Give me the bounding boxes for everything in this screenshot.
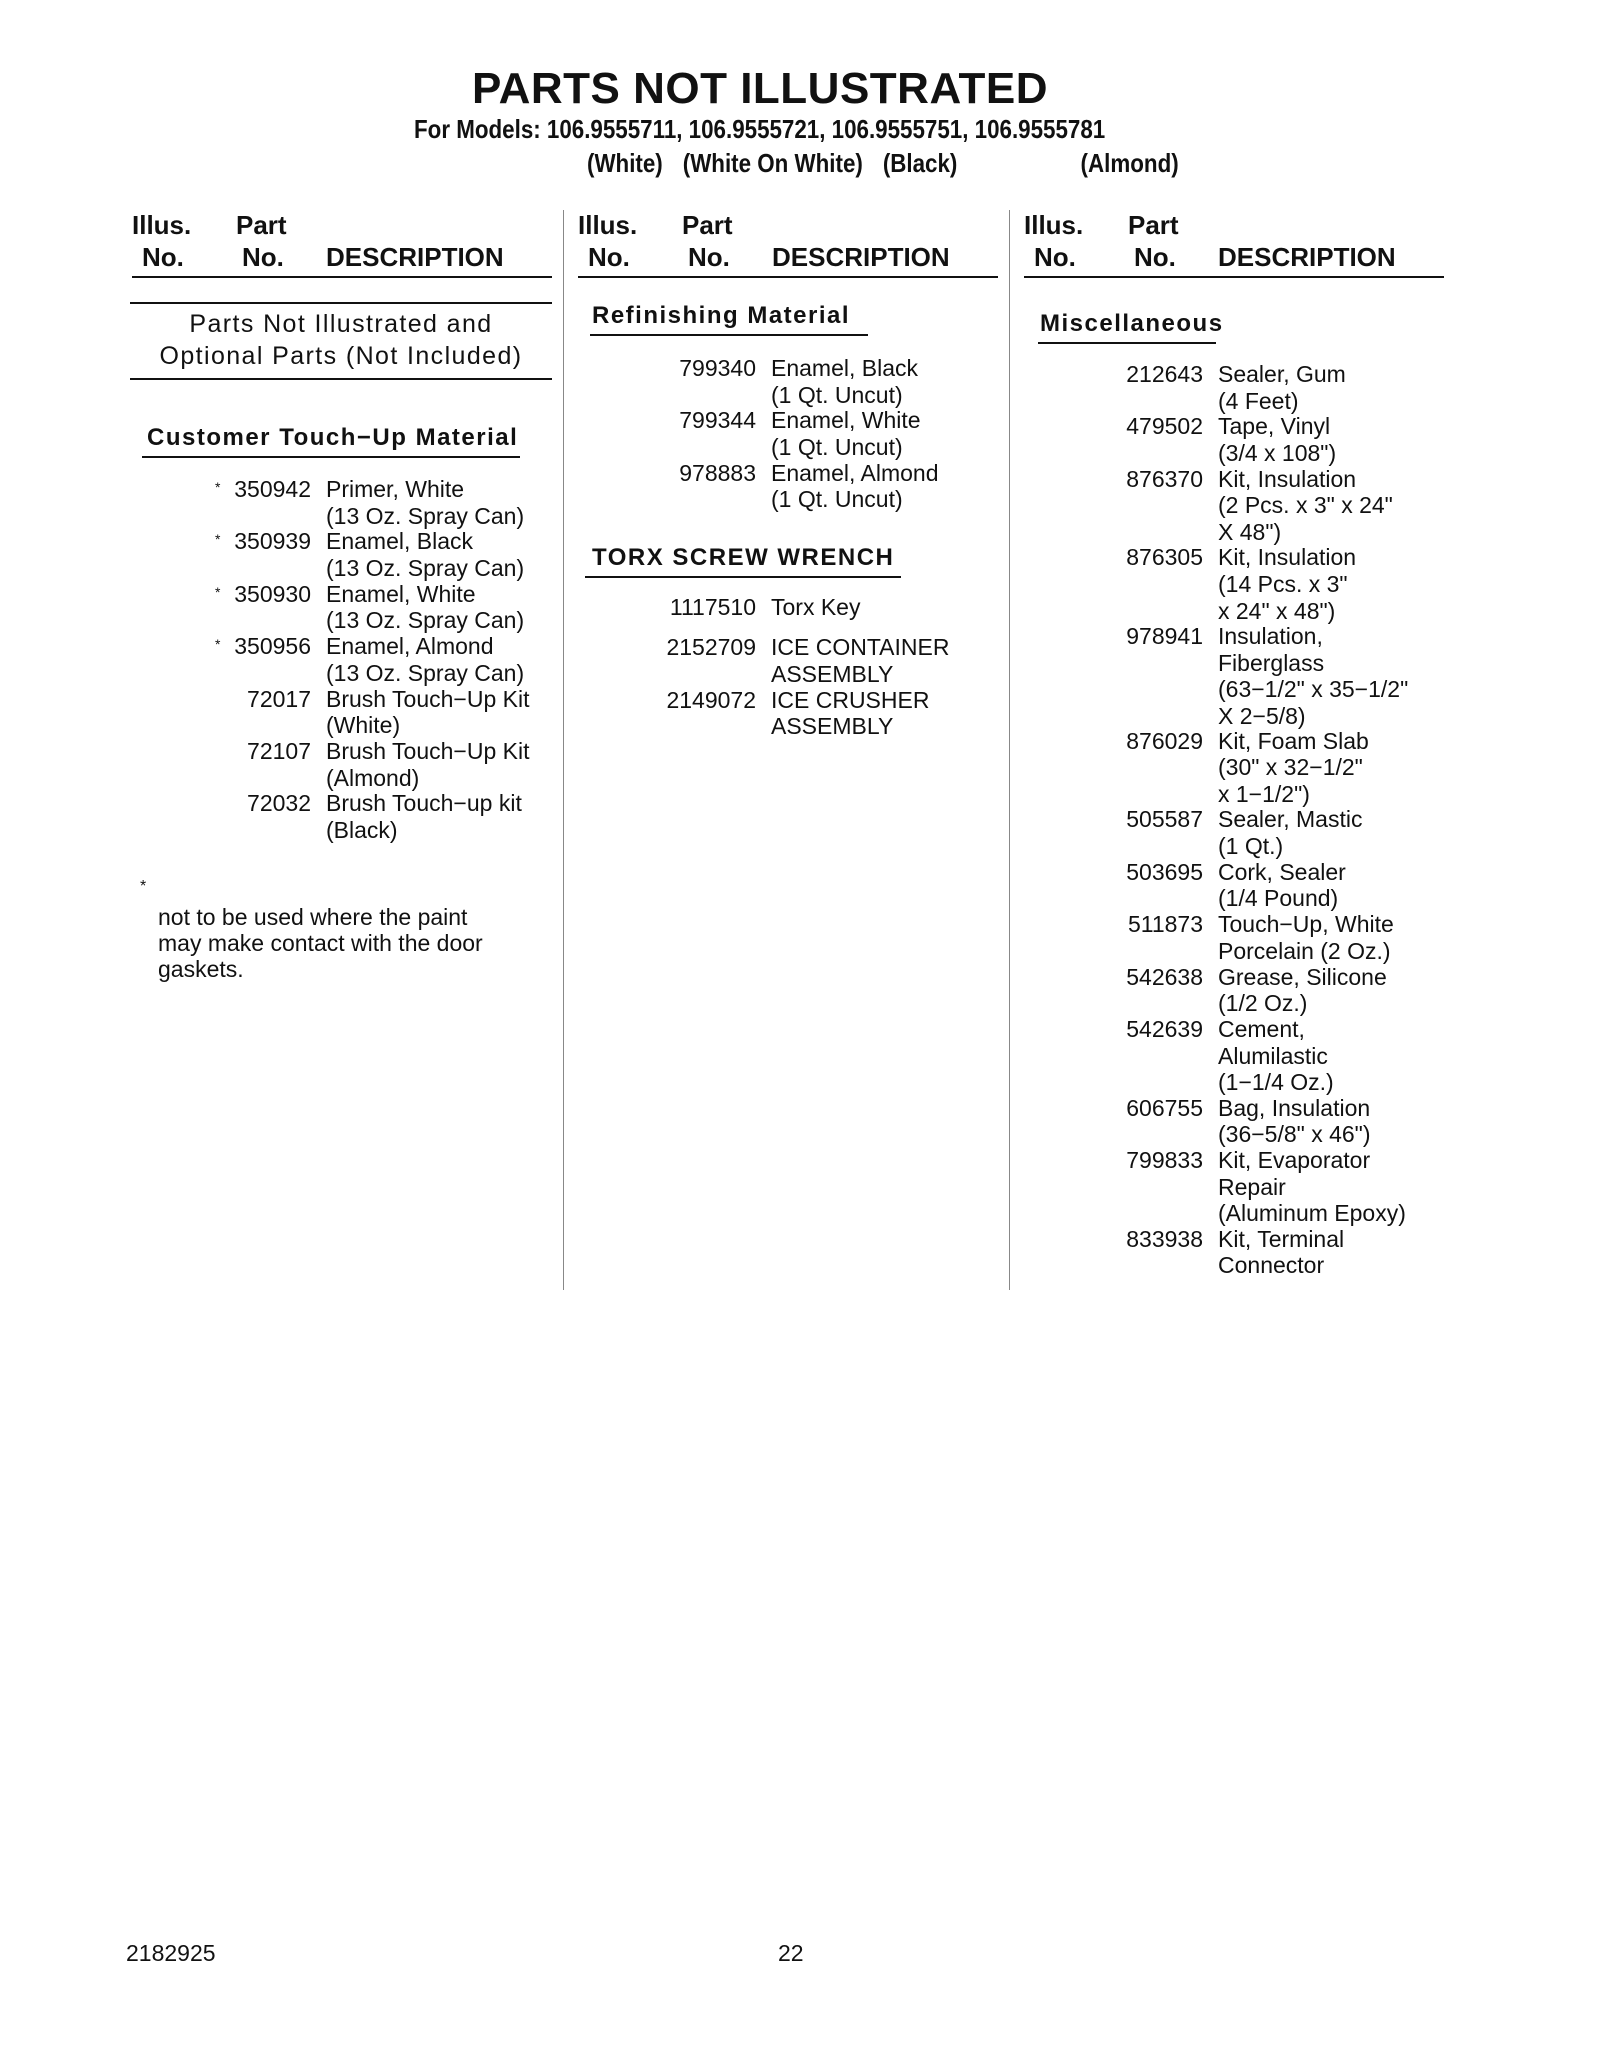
description-line: Enamel, Almond [771,459,939,486]
variant-white: (White) [587,148,663,178]
description-line: Brush Touch−Up Kit [326,685,530,712]
part-no-label: No. [688,242,730,272]
model-variants [587,148,1192,179]
part-description [771,460,938,513]
description-line: Sealer, Mastic [1218,806,1363,833]
footnote-mark: * [140,878,147,895]
description-line: Sealer, Gum [1218,361,1346,387]
description-line: (1 Qt. Uncut) [771,433,903,460]
part-description [771,687,929,740]
description-line: (1/2 Oz.) [1218,990,1308,1017]
part-number: 1117510 [669,594,756,620]
description-line: Cement, [1218,1016,1305,1042]
page-number: 22 [778,1940,804,1966]
description-line: Kit, Evaporator [1218,1147,1371,1173]
description-line: Torx Key [771,594,861,620]
description-line: Repair [1218,1173,1286,1200]
part-description [1218,361,1346,414]
part-label: Part [1128,210,1179,240]
description-line: Connector [1218,1252,1325,1279]
part-number: 2149072 [666,686,756,713]
part-description [1218,466,1393,546]
document-number: 2182925 [126,1940,216,1966]
part-label: Part [236,210,287,240]
intro-line-2: Optional Parts (Not Included) [159,342,523,370]
description-line: Cork, Sealer [1218,858,1346,885]
part-number: 606755 [1126,1094,1203,1121]
description-line: Primer, White [326,476,465,502]
description-line: Enamel, White [326,580,476,607]
footnote-marker: * [215,479,221,495]
description-line: Porcelain (2 Oz.) [1218,937,1391,964]
part-number: 876370 [1126,465,1203,492]
part-description [1218,728,1369,808]
section-rule [142,456,520,458]
description-line: (1 Qt. Uncut) [771,381,903,408]
description-line: Enamel, Black [326,528,474,555]
section-rule [1038,342,1216,344]
part-number: 2152709 [666,634,756,661]
footnote-line-3: gaskets. [158,956,244,982]
part-description [326,633,524,686]
description-line: (36−5/8" x 46") [1218,1121,1371,1148]
part-description [771,594,860,621]
description-line: (1 Qt.) [1218,832,1284,859]
description-line: (13 Oz. Spray Can) [326,502,525,529]
part-description [1218,1226,1344,1279]
part-number: 350930 [234,580,311,607]
part-description [326,476,524,529]
section-customer-touch-up: Customer Touch−Up Material [147,424,519,451]
part-description [771,634,949,687]
part-number: 799833 [1126,1147,1203,1173]
part-description [1218,806,1362,859]
part-number: 978883 [679,459,756,486]
intro-bottom-rule [130,378,552,380]
description-line: x 1−1/2") [1218,780,1310,807]
part-number: 511873 [1127,911,1203,938]
part-description [1218,859,1346,912]
part-number: 876305 [1126,544,1203,571]
section-torx-screw-wrench: TORX SCREW WRENCH [592,544,895,571]
footnote-line-2: may make contact with the door [158,930,483,956]
description-line: (White) [326,712,401,739]
part-description [1218,623,1408,729]
part-number: 799340 [679,355,756,381]
illus-label: Illus. [1024,210,1084,240]
part-number: 212643 [1126,361,1203,387]
description-label: DESCRIPTION [1218,242,1396,272]
part-description [1218,1147,1406,1227]
description-line: Touch−Up, White [1218,911,1394,938]
description-line: Enamel, Black [771,355,919,381]
illus-label: Illus. [132,210,192,240]
description-line: (2 Pcs. x 3" x 24" [1218,492,1393,519]
description-line: Alumilastic [1218,1042,1328,1069]
description-line: Enamel, Almond [326,633,494,660]
description-line: (63−1/2" x 35−1/2" [1218,676,1409,703]
part-description [1218,413,1336,466]
part-no-label: No. [1134,242,1176,272]
section-miscellaneous: Miscellaneous [1040,310,1224,337]
description-line: Bag, Insulation [1218,1094,1371,1121]
part-description [1218,911,1394,964]
description-label: DESCRIPTION [772,242,950,272]
part-number: 876029 [1126,727,1203,754]
description-line: (1−1/4 Oz.) [1218,1069,1334,1096]
description-line: ICE CONTAINER [771,634,950,661]
part-number: 978941 [1126,623,1203,649]
description-line: Tape, Vinyl [1218,413,1331,440]
section-rule [590,334,868,336]
description-line: Brush Touch−Up Kit [326,738,530,764]
column-divider [1009,210,1010,1290]
description-line: Kit, Foam Slab [1218,727,1369,754]
footnote-marker: * [215,583,221,600]
description-line: Insulation, [1218,623,1323,649]
description-line: (Black) [326,816,398,843]
description-line: Kit, Insulation [1218,465,1357,492]
illus-no-label: No. [588,242,630,272]
part-number: 350939 [234,528,311,555]
part-description [771,407,921,460]
part-number: 503695 [1126,858,1203,885]
part-no-label: No. [242,242,284,272]
description-line: x 24" x 48") [1218,597,1336,624]
intro-line-1: Parts Not Illustrated and [189,310,493,338]
page-title: PARTS NOT ILLUSTRATED [472,64,1048,113]
variant-almond: (Almond) [1080,148,1179,178]
description-line: X 2−5/8) [1218,702,1306,729]
description-line: Brush Touch−up kit [326,790,522,817]
part-description [326,790,522,843]
description-line: (1 Qt. Uncut) [771,486,903,513]
section-refinishing-material: Refinishing Material [592,302,851,329]
description-line: Fiberglass [1218,649,1325,676]
description-line: (3/4 x 108") [1218,439,1337,466]
description-line: (Almond) [326,764,420,791]
models-line: For Models: 106.9555711, 106.9555721, 106.9555751, 106.9555781 [414,114,1106,144]
column-header-2 [578,210,998,278]
description-line: Kit, Insulation [1218,544,1357,571]
column-header-1 [132,210,552,278]
column-header-3 [1024,210,1444,278]
part-number: 542638 [1126,963,1203,990]
column-divider [563,210,564,1290]
description-line: (13 Oz. Spray Can) [326,659,525,686]
part-description [326,738,530,791]
illus-no-label: No. [1034,242,1076,272]
illus-no-label: No. [142,242,184,272]
part-number: 479502 [1126,413,1203,440]
part-description [1218,964,1387,1017]
part-description [1218,1095,1371,1148]
footnote-marker: * [215,636,221,653]
section-rule [585,576,901,578]
footnote-marker: * [215,531,221,548]
description-line: ASSEMBLY [771,713,894,740]
description-line: (1/4 Pound) [1218,885,1339,912]
part-description [326,528,524,581]
variant-black: (Black) [882,148,958,178]
part-number: 72107 [247,738,311,764]
part-number: 799344 [679,407,756,434]
part-number: 542639 [1126,1016,1203,1042]
part-description [326,581,524,634]
description-line: (30" x 32−1/2" [1218,754,1363,781]
intro-top-rule [130,302,552,304]
description-line: ICE CRUSHER [771,686,930,713]
part-label: Part [682,210,733,240]
part-description [771,355,918,408]
part-description [1218,544,1356,624]
description-line: Kit, Terminal [1218,1225,1345,1252]
illus-label: Illus. [578,210,638,240]
part-number: 72032 [247,790,311,817]
part-number: 350956 [234,633,311,660]
footnote-line-1: not to be used where the paint [158,904,468,930]
description-line: X 48") [1218,518,1282,545]
description-line: ASSEMBLY [771,660,894,687]
part-number: 505587 [1126,806,1203,833]
description-line: Enamel, White [771,407,921,434]
description-line: (Aluminum Epoxy) [1218,1200,1406,1227]
part-number: 350942 [234,476,311,502]
description-label: DESCRIPTION [326,242,504,272]
description-line: (13 Oz. Spray Can) [326,607,525,634]
description-line: (13 Oz. Spray Can) [326,554,525,581]
description-line: Grease, Silicone [1218,963,1387,990]
part-description [1218,1016,1334,1096]
description-line: (4 Feet) [1218,387,1299,414]
part-description [326,686,530,739]
variant-white-on-white: (White On White) [682,148,863,178]
part-number: 72017 [247,685,311,712]
description-line: (14 Pcs. x 3" [1218,570,1348,597]
part-number: 833938 [1126,1225,1203,1252]
